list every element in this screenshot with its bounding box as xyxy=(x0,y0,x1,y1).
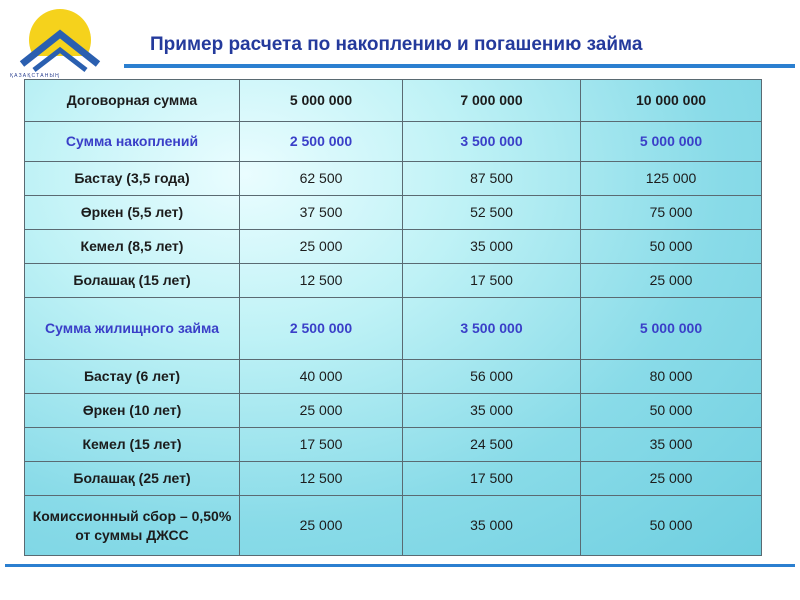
table-cell: 40 000 xyxy=(240,360,403,394)
table-cell: 50 000 xyxy=(581,394,762,428)
row-label: Кемел (15 лет) xyxy=(25,428,240,462)
page-title: Пример расчета по накоплению и погашению займа xyxy=(150,34,643,55)
table-cell: 35 000 xyxy=(403,230,581,264)
table-cell: 75 000 xyxy=(581,196,762,230)
logo-caption: ҚАЗАҚСТАНЫҢ xyxy=(10,73,60,79)
table-row xyxy=(25,230,762,264)
table-row xyxy=(25,122,762,162)
row-label: Кемел (8,5 лет) xyxy=(25,230,240,264)
table-cell: 5 000 000 xyxy=(581,298,762,360)
table-row xyxy=(25,360,762,394)
house-sun-logo-icon xyxy=(10,6,110,76)
table-cell: 87 500 xyxy=(403,162,581,196)
table-cell: 25 000 xyxy=(240,394,403,428)
table-cell: 12 500 xyxy=(240,264,403,298)
table-cell: 35 000 xyxy=(403,394,581,428)
table-cell: 3 500 000 xyxy=(403,122,581,162)
row-label: Өркен (10 лет) xyxy=(25,394,240,428)
table-cell: 50 000 xyxy=(581,496,762,556)
table-cell: 10 000 000 xyxy=(581,80,762,122)
table-cell: 24 500 xyxy=(403,428,581,462)
table-row xyxy=(25,80,762,122)
table-row xyxy=(25,162,762,196)
bottom-divider xyxy=(5,564,795,567)
table-row xyxy=(25,496,762,556)
table-cell: 52 500 xyxy=(403,196,581,230)
table-cell: 35 000 xyxy=(581,428,762,462)
table-cell: 2 500 000 xyxy=(240,298,403,360)
table-cell: 62 500 xyxy=(240,162,403,196)
table-cell: 35 000 xyxy=(403,496,581,556)
table-cell: 5 000 000 xyxy=(240,80,403,122)
table-cell: 25 000 xyxy=(240,230,403,264)
table-cell: 56 000 xyxy=(403,360,581,394)
row-label: Комиссионный сбор – 0,50% от суммы ДЖСС xyxy=(25,496,240,556)
table-row xyxy=(25,298,762,360)
table-row xyxy=(25,196,762,230)
loan-table-container xyxy=(24,79,761,555)
table-cell: 17 500 xyxy=(240,428,403,462)
table-cell: 25 000 xyxy=(240,496,403,556)
table-cell: 17 500 xyxy=(403,264,581,298)
table-cell: 80 000 xyxy=(581,360,762,394)
row-label: Бастау (6 лет) xyxy=(25,360,240,394)
table-cell: 125 000 xyxy=(581,162,762,196)
table-row xyxy=(25,462,762,496)
row-label: Болашақ (25 лет) xyxy=(25,462,240,496)
table-cell: 2 500 000 xyxy=(240,122,403,162)
table-cell: 50 000 xyxy=(581,230,762,264)
row-label: Болашақ (15 лет) xyxy=(25,264,240,298)
table-cell: 25 000 xyxy=(581,264,762,298)
row-label: Өркен (5,5 лет) xyxy=(25,196,240,230)
table-cell: 25 000 xyxy=(581,462,762,496)
table-cell: 3 500 000 xyxy=(403,298,581,360)
table-row xyxy=(25,264,762,298)
table-cell: 5 000 000 xyxy=(581,122,762,162)
table-row xyxy=(25,428,762,462)
row-label: Сумма накоплений xyxy=(25,122,240,162)
table-cell: 12 500 xyxy=(240,462,403,496)
title-divider xyxy=(124,64,795,68)
table-row xyxy=(25,394,762,428)
row-label: Бастау (3,5 года) xyxy=(25,162,240,196)
table-cell: 17 500 xyxy=(403,462,581,496)
row-label: Договорная сумма xyxy=(25,80,240,122)
table-cell: 37 500 xyxy=(240,196,403,230)
loan-calculation-table xyxy=(24,79,762,556)
row-label: Сумма жилищного займа xyxy=(25,298,240,360)
table-cell: 7 000 000 xyxy=(403,80,581,122)
